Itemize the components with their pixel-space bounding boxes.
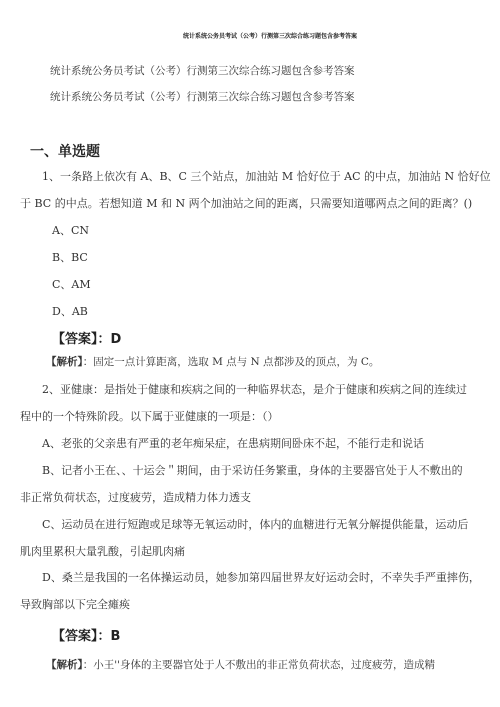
question-2-option-c: 肌肉里累积大量乳酸，引起肌肉痛 [20,545,185,558]
document-subtitle: 统计系统公务员考试（公考）行测第三次综合练习题包含参考答案 [50,65,355,77]
question-1-option-c: C、AM [52,278,91,291]
question-2-option-d: D、桑兰是我国的一名体操运动员，她参加第四届世界友好运动会时，不幸失手严重摔伤， [42,571,480,584]
question-1-explanation [46,354,379,369]
question-1-option-a: A、CN [52,224,89,237]
question-2-stem: 程中的一个特殊阶段。以下属于亚健康的一项是：（） [20,410,279,423]
explanation-text: ：固定一点计算距离，选取 M 点与 N 点都涉及的顶点，为 C。 [82,356,380,368]
section-heading: 一、单选题 [30,144,100,160]
question-2-option-c: C、运动员在进行短跑或足球等无氧运动时，体内的血糖进行无氧分解提供能量，运动后 [42,518,469,531]
explanation-label: 【解析】 [46,659,83,671]
question-1-stem: 1、一条路上依次有 A、B、C 三个站点，加油站 M 恰好位于 AC 的中点，加油站 N 恰好位 [42,170,491,183]
question-1-option-b: B、BC [52,251,88,264]
question-1-stem: 于 BC 的中点。若想知道 M 和 N 两个加油站之间的距离，只需要知道哪两点之间的距离？() [20,197,473,210]
explanation-label: 【解析】 [46,356,83,368]
question-2-answer: 【答案】：B [52,629,121,644]
question-2-option-b: B、记者小王在、、十运会＂期间，由于采访任务繁重，身体的主要器官处于人不敷出的 [42,464,463,477]
question-1-option-d: D、AB [52,305,88,318]
document-title: 统计系统公务员考试（公考）行测第三次综合练习题包含参考答案 [182,33,357,40]
explanation-text: ：小王''身体的主要器官处于人不敷出的非正常负荷状态，过度疲劳，造成精 [82,659,436,671]
question-1-answer: 【答案】：D [52,332,122,347]
question-2-option-b: 非正常负荷状态，过度疲劳，造成精力体力透支 [20,491,251,504]
question-2-option-a: A、老张的父亲患有严重的老年痴呆症，在患病期间卧床不起，不能行走和说话 [42,437,424,450]
question-2-stem: 2、亚健康：是指处于健康和疾病之间的一种临界状态，是介于健康和疾病之间的连续过 [42,383,467,396]
question-2-option-d: 导致胸部以下完全瘫痪 [20,598,130,611]
document-subtitle: 统计系统公务员考试（公考）行测第三次综合练习题包含参考答案 [50,91,355,103]
question-2-explanation [46,657,435,672]
